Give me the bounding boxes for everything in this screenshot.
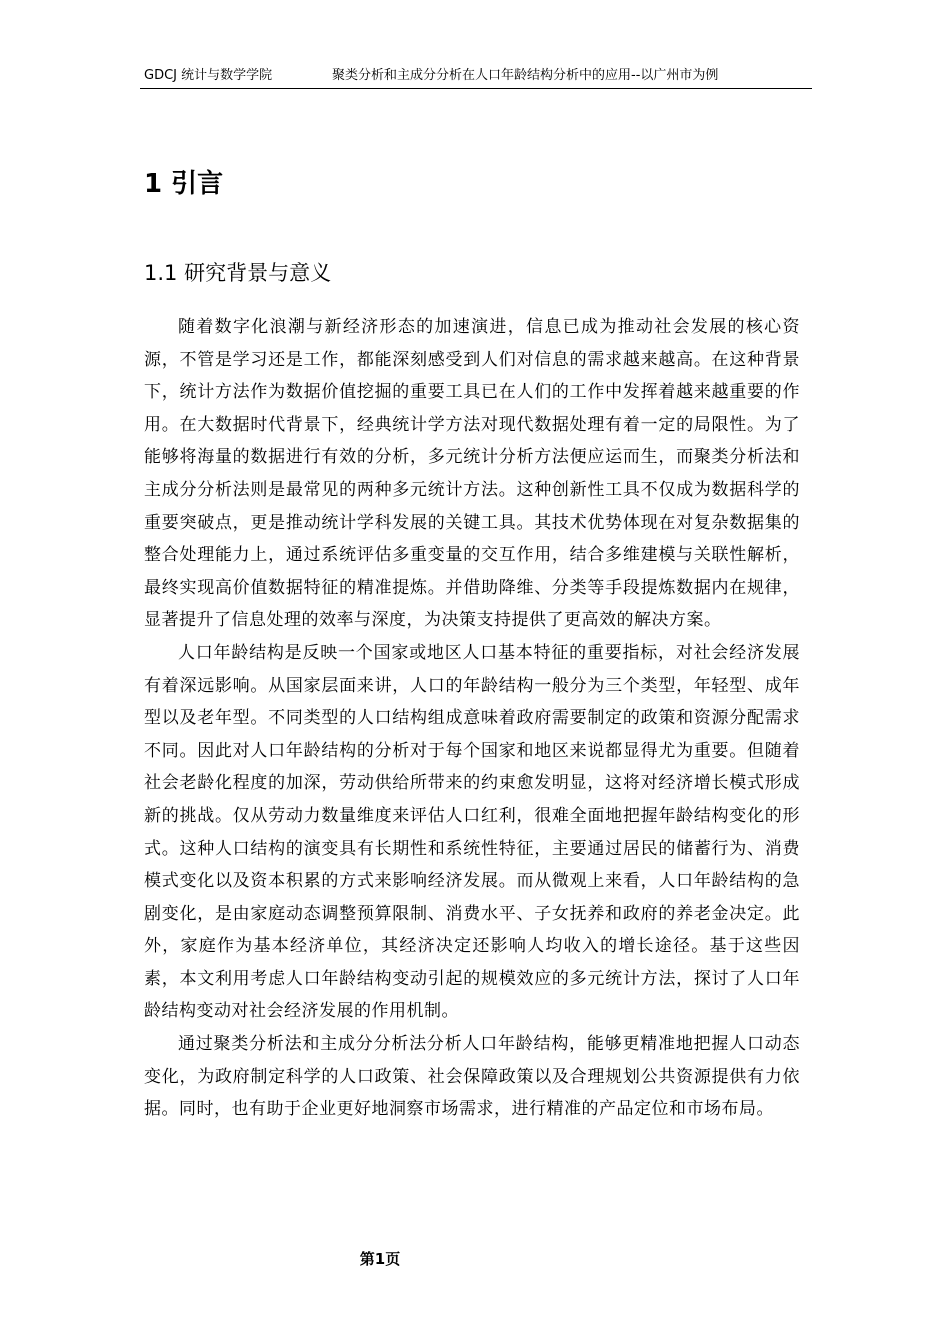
header-institution: GDCJ 统计与数学学院 — [144, 68, 273, 83]
running-header — [140, 66, 812, 89]
chapter-title: 1 引言 — [144, 169, 224, 199]
header-paper-title: 聚类分析和主成分分析在人口年龄结构分析中的应用--以广州市为例 — [332, 68, 719, 83]
paragraph-significance: 通过聚类分析法和主成分分析法分析人口年龄结构，能够更精准地把握人口动态变化，为政府制定科学的人口政策、社会保障政策以及合理规划公共资源提供有力依据。同时，也有助于企业更好地洞察市场需求，进行精准的产品定位和市场布局。 — [144, 1034, 800, 1120]
page-number: 第1页 — [359, 1250, 401, 1268]
paragraph-background: 随着数字化浪潮与新经济形态的加速演进，信息已成为推动社会发展的核心资源，不管是学习还是工作，都能深刻感受到人们对信息的需求越来越高。在这种背景下，统计方法作为数据价值挖掘的重要工具已在人们的工作中发挥着越来越重要的作用。在大数据时代背景下，经典统计学方法对现代数据处理有着一定的局限性。为了能够将海量的数据进行有效的分析，多元统计分析方法便应运而生，而聚类分析法和主成分分析法则是最常见的两种多元统计方法。这种创新性工具不仅成为数据科学的重要突破点，更是推动统计学科发展的关键工具。其技术优势体现在对复杂数据集的整合处理能力上，通过系统评估多重变量的交互作用，结合多维建模与关联性解析，最终实现高价值数据特征的精准提炼。并借助降维、分类等手段提炼数据内在规律，显著提升了信息处理的效率与深度，为决策支持提供了更高效的解决方案。 — [144, 317, 800, 631]
section-title: 1.1 研究背景与意义 — [144, 261, 332, 285]
paragraph-age-structure: 人口年龄结构是反映一个国家或地区人口基本特征的重要指标，对社会经济发展有着深远影响。从国家层面来讲，人口的年龄结构一般分为三个类型，年轻型、成年型以及老年型。不同类型的人口结构组成意味着政府需要制定的政策和资源分配需求不同。因此对人口年龄结构的分析对于每个国家和地区来说都显得尤为重要。但随着社会老龄化程度的加深，劳动供给所带来的约束愈发明显，这将对经济增长模式形成新的挑战。仅从劳动力数量维度来评估人口红利，很难全面地把握年龄结构变化的形式。这种人口结构的演变具有长期性和系统性特征，主要通过居民的储蓄行为、消费模式变化以及资本积累的方式来影响经济发展。而从微观上来看，人口年龄结构的急剧变化，是由家庭动态调整预算限制、消费水平、子女抚养和政府的养老金决定。此外，家庭作为基本经济单位，其经济决定还影响人均收入的增长途径。基于这些因素，本文利用考虑人口年龄结构变动引起的规模效应的多元统计方法，探讨了人口年龄结构变动对社会经济发展的作用机制。 — [144, 642, 800, 1022]
section-body — [144, 311, 800, 1126]
